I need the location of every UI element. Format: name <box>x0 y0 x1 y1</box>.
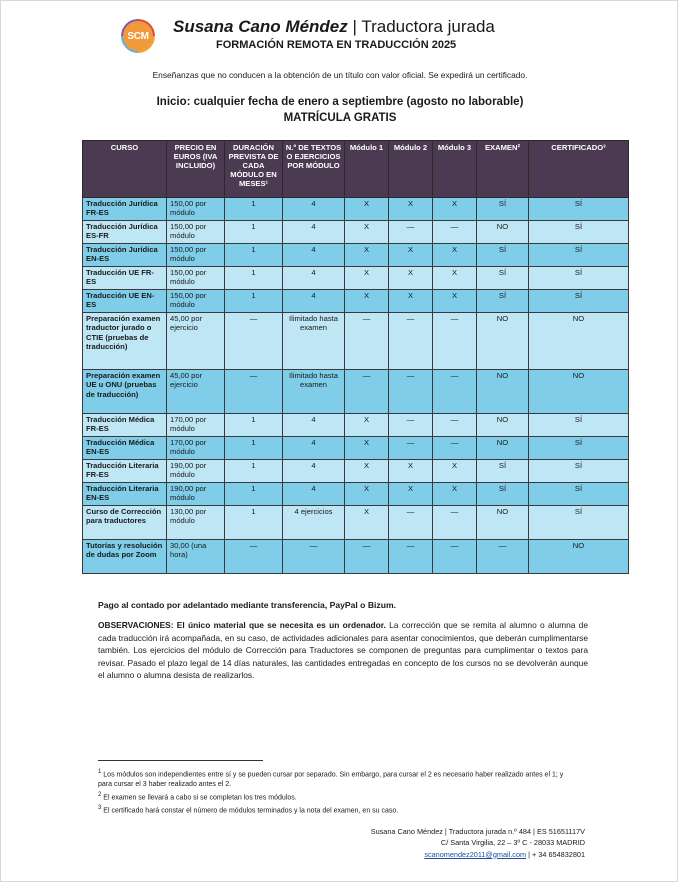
cell-course: Traducción UE FR-ES <box>83 267 167 290</box>
cell-module-2: X <box>389 290 433 313</box>
cell-duration: 1 <box>225 221 283 244</box>
cell-module-3: X <box>433 290 477 313</box>
cell-duration: 1 <box>225 267 283 290</box>
cell-certificate: SÍ <box>529 221 629 244</box>
cell-exam: NO <box>477 221 529 244</box>
cell-exam: NO <box>477 437 529 460</box>
cell-module-1: — <box>345 313 389 370</box>
table-row <box>83 414 629 437</box>
cell-exam: SÍ <box>477 290 529 313</box>
cell-certificate: SÍ <box>529 198 629 221</box>
cell-price: 150,00 por módulo <box>167 267 225 290</box>
cell-course: Tutorías y resolución de dudas por Zoom <box>83 540 167 574</box>
cell-module-2: — <box>389 313 433 370</box>
table-row <box>83 483 629 506</box>
cell-course: Traducción UE EN-ES <box>83 290 167 313</box>
cell-module-1: — <box>345 540 389 574</box>
footnote <box>98 791 568 803</box>
cell-exam: — <box>477 540 529 574</box>
table-row <box>83 198 629 221</box>
header-price: PRECIO EN EUROS (IVA INCLUIDO) <box>167 141 225 198</box>
cell-module-1: X <box>345 460 389 483</box>
email-link[interactable]: scanomendez2011@gmail.com <box>424 849 527 859</box>
cell-module-2: X <box>389 460 433 483</box>
cell-duration: 1 <box>225 290 283 313</box>
cell-duration: — <box>225 540 283 574</box>
table-row <box>83 244 629 267</box>
cell-duration: 1 <box>225 198 283 221</box>
cell-texts: 4 <box>283 414 345 437</box>
cell-duration: 1 <box>225 437 283 460</box>
cell-course: Preparación examen UE u ONU (pruebas de traducción) <box>83 370 167 414</box>
cell-module-3: — <box>433 313 477 370</box>
cell-texts: 4 <box>283 244 345 267</box>
cell-exam: NO <box>477 506 529 540</box>
cell-texts: 4 <box>283 483 345 506</box>
logo-text: SCM <box>123 21 153 51</box>
start-date-heading: Inicio: cualquier fecha de enero a septiembre (agosto no laborable) <box>156 96 524 108</box>
enrollment-heading: MATRÍCULA GRATIS <box>283 112 397 124</box>
cell-module-3: — <box>433 221 477 244</box>
scm-logo <box>121 19 155 53</box>
cell-certificate: SÍ <box>529 290 629 313</box>
table-row <box>83 370 629 414</box>
cell-course: Preparación examen traductor jurado o CTIE (pruebas de traducción) <box>83 313 167 370</box>
cell-price: 190,00 por módulo <box>167 460 225 483</box>
cell-texts: 4 <box>283 460 345 483</box>
cell-price: 30,00 (una hora) <box>167 540 225 574</box>
cell-module-2: — <box>389 540 433 574</box>
cell-module-2: X <box>389 267 433 290</box>
cell-module-3: X <box>433 267 477 290</box>
header-module-1: Módulo 1 <box>345 141 389 198</box>
cell-course: Traducción Jurídica FR-ES <box>83 198 167 221</box>
cell-course: Traducción Jurídica ES-FR <box>83 221 167 244</box>
cell-exam: NO <box>477 370 529 414</box>
cell-price: 45,00 por ejercicio <box>167 313 225 370</box>
cell-duration: 1 <box>225 244 283 267</box>
cell-certificate: SÍ <box>529 437 629 460</box>
cell-exam: SÍ <box>477 244 529 267</box>
table-row <box>83 221 629 244</box>
header-duration: DURACIÓN PREVISTA DE CADA MÓDULO EN MESES¹ <box>225 141 283 198</box>
author-role: | Traductora jurada <box>347 17 495 36</box>
cell-certificate: NO <box>529 540 629 574</box>
cell-course: Traducción Literaria EN-ES <box>83 483 167 506</box>
cell-module-1: X <box>345 221 389 244</box>
disclaimer-text: Enseñanzas que no conducen a la obtención de un título con valor oficial. Se expedirá un certificado. <box>152 70 528 80</box>
cell-module-3: X <box>433 198 477 221</box>
table-header-row <box>83 141 629 198</box>
header-exam: EXAMEN² <box>477 141 529 198</box>
cell-price: 170,00 por módulo <box>167 437 225 460</box>
cell-module-3: — <box>433 506 477 540</box>
cell-module-3: — <box>433 414 477 437</box>
table-row <box>83 437 629 460</box>
cell-texts: 4 <box>283 267 345 290</box>
table-row <box>83 267 629 290</box>
cell-module-1: — <box>345 370 389 414</box>
cell-course: Traducción Médica EN-ES <box>83 437 167 460</box>
courses-table <box>82 140 629 574</box>
cell-certificate: SÍ <box>529 267 629 290</box>
cell-module-3: X <box>433 460 477 483</box>
cell-module-2: — <box>389 221 433 244</box>
cell-certificate: SÍ <box>529 460 629 483</box>
header-certificate: CERTIFICADO³ <box>529 141 629 198</box>
cell-module-1: X <box>345 290 389 313</box>
cell-module-3: X <box>433 244 477 267</box>
contact-line <box>371 849 585 860</box>
cell-duration: 1 <box>225 483 283 506</box>
cell-price: 150,00 por módulo <box>167 290 225 313</box>
cell-module-2: X <box>389 483 433 506</box>
contact-block <box>371 826 585 860</box>
cell-course: Traducción Literaria FR-ES <box>83 460 167 483</box>
cell-module-3: — <box>433 437 477 460</box>
cell-certificate: SÍ <box>529 244 629 267</box>
footnote-mark: 2 <box>98 791 102 798</box>
cell-exam: SÍ <box>477 460 529 483</box>
cell-price: 45,00 por ejercicio <box>167 370 225 414</box>
cell-duration: 1 <box>225 506 283 540</box>
cell-module-1: X <box>345 414 389 437</box>
letterhead <box>121 17 571 57</box>
cell-module-1: X <box>345 198 389 221</box>
cell-texts: 4 <box>283 221 345 244</box>
address-line-2: C/ Santa Virgilia, 22 – 3º C - 28033 MADRID <box>440 838 585 848</box>
footnote-mark: 1 <box>98 769 102 775</box>
cell-exam: SÍ <box>477 198 529 221</box>
cell-module-2: X <box>389 198 433 221</box>
header-course: CURSO <box>83 141 167 198</box>
cell-module-1: X <box>345 437 389 460</box>
cell-certificate: SÍ <box>529 483 629 506</box>
cell-texts: 4 ejercicios <box>283 506 345 540</box>
cell-module-2: — <box>389 437 433 460</box>
cell-texts: 4 <box>283 437 345 460</box>
footnotes <box>98 768 568 817</box>
cell-course: Curso de Corrección para traductores <box>83 506 167 540</box>
payment-note: Pago al contado por adelantado mediante transferencia, PayPal o Bizum. <box>98 600 396 610</box>
cell-exam: NO <box>477 313 529 370</box>
cell-module-2: — <box>389 506 433 540</box>
cell-texts: 4 <box>283 290 345 313</box>
cell-duration: — <box>225 313 283 370</box>
cell-texts: Ilimitado hasta examen <box>283 370 345 414</box>
cell-module-3: — <box>433 370 477 414</box>
cell-certificate: SÍ <box>529 506 629 540</box>
cell-certificate: SÍ <box>529 414 629 437</box>
cell-texts: 4 <box>283 198 345 221</box>
cell-exam: SÍ <box>477 267 529 290</box>
table-body <box>83 198 629 574</box>
cell-price: 150,00 por módulo <box>167 221 225 244</box>
author-name: Susana Cano Méndez <box>173 17 348 36</box>
table-row <box>83 290 629 313</box>
address-line-1: Susana Cano Méndez | Traductora jurada n.º 484 | ES 51651117V <box>370 827 585 836</box>
cell-exam: NO <box>477 414 529 437</box>
cell-module-2: X <box>389 244 433 267</box>
cell-module-3: X <box>433 483 477 506</box>
table-row <box>83 540 629 574</box>
header-module-2: Módulo 2 <box>389 141 433 198</box>
cell-price: 150,00 por módulo <box>167 244 225 267</box>
phone-number: | + 34 654832801 <box>526 849 585 859</box>
footnote <box>98 804 568 816</box>
footnote-mark: 3 <box>98 805 102 812</box>
cell-exam: SÍ <box>477 483 529 506</box>
page-subtitle: FORMACIÓN REMOTA EN TRADUCCIÓN 2025 <box>216 39 457 51</box>
cell-duration: — <box>225 370 283 414</box>
footnote-text: Los módulos son independientes entre sí y se pueden cursar por separado. Sin embargo, para cursar el 2 es necesario haber realizado antes el 1; y para cursar el 3 haber realizado antes el 2. <box>98 771 564 789</box>
cell-module-3: — <box>433 540 477 574</box>
cell-price: 130,00 por módulo <box>167 506 225 540</box>
page-title <box>173 17 495 37</box>
cell-course: Traducción Jurídica EN-ES <box>83 244 167 267</box>
observations-paragraph <box>98 619 588 682</box>
cell-price: 170,00 por módulo <box>167 414 225 437</box>
cell-module-1: X <box>345 244 389 267</box>
table-row <box>83 506 629 540</box>
table-row <box>83 460 629 483</box>
cell-module-1: X <box>345 506 389 540</box>
cell-module-1: X <box>345 267 389 290</box>
header-module-3: Módulo 3 <box>433 141 477 198</box>
cell-texts: Ilimitado hasta examen <box>283 313 345 370</box>
cell-price: 190,00 por módulo <box>167 483 225 506</box>
footnote-text: El examen se llevará a cabo si se completan los tres módulos. <box>101 794 297 802</box>
footnote-text: El certificado hará constar el número de módulos terminados y la nota del examen, en su caso. <box>101 807 399 815</box>
cell-module-2: — <box>389 370 433 414</box>
cell-module-1: X <box>345 483 389 506</box>
cell-certificate: NO <box>529 313 629 370</box>
cell-duration: 1 <box>225 414 283 437</box>
cell-module-2: — <box>389 414 433 437</box>
observations-body: La corrección que se remita al alumno o alumna de cada traducción irá acompañada, en su caso, de actividades adicionales para asentar conocimientos, que deberán cumplimentarse también. Los ejercicios del módulo de Corrección para Traductores se componen de preguntas para cumplimentar o textos para revisar. Pasado el plazo legal de 14 días naturales, las cantidades entregadas en concepto de los cursos no se devolverán aunque el alumno o alumna desista de realizarlos. <box>98 620 588 681</box>
footnote-divider <box>98 760 263 761</box>
footnote <box>98 768 568 790</box>
cell-texts: — <box>283 540 345 574</box>
cell-duration: 1 <box>225 460 283 483</box>
cell-price: 150,00 por módulo <box>167 198 225 221</box>
cell-certificate: NO <box>529 370 629 414</box>
header-texts: N.º DE TEXTOS O EJERCICIOS POR MÓDULO <box>283 141 345 198</box>
observations-lead: OBSERVACIONES: El único material que se necesita es un ordenador. <box>98 620 386 630</box>
cell-course: Traducción Médica FR-ES <box>83 414 167 437</box>
table-row <box>83 313 629 370</box>
